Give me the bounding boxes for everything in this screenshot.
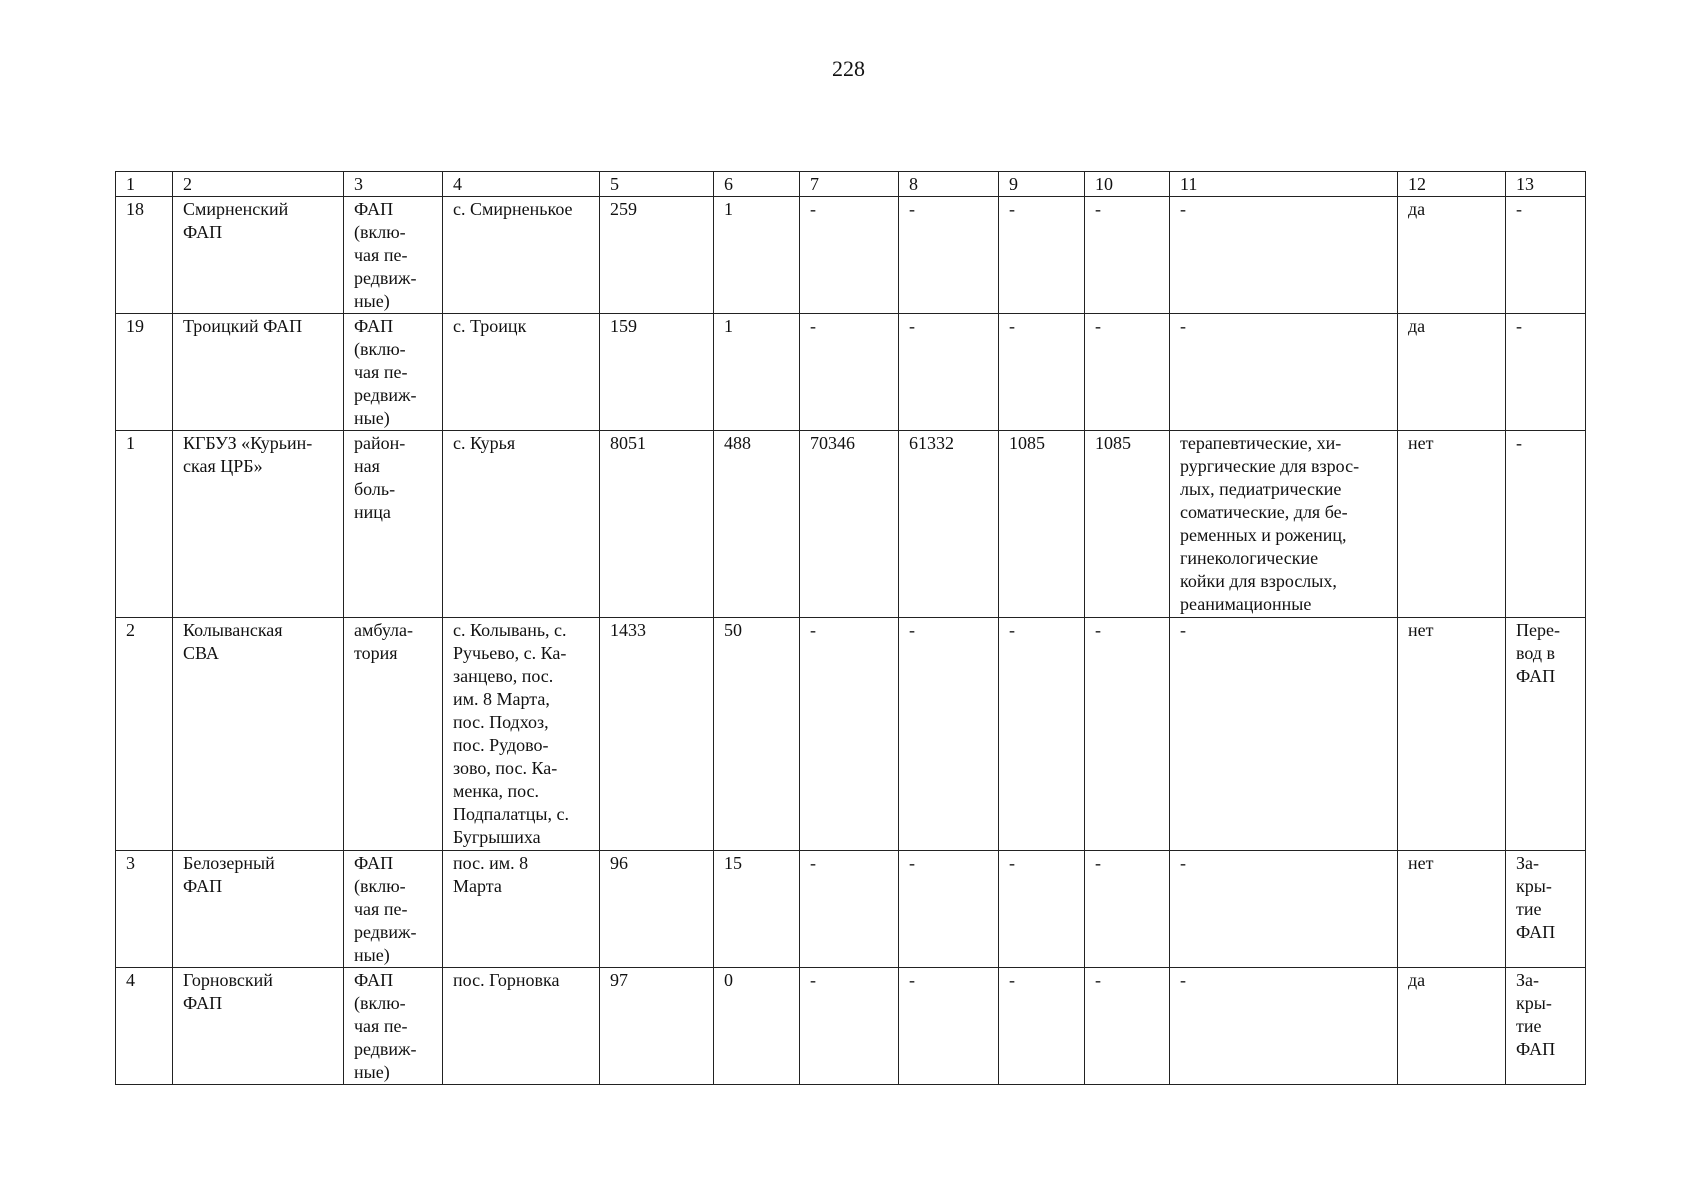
table-cell: 1433 <box>600 618 714 851</box>
table-cell: - <box>1170 618 1398 851</box>
table-cell: ФАП (вклю- чая пе- редвиж- ные) <box>344 314 443 431</box>
table-cell: 159 <box>600 314 714 431</box>
table-cell: 19 <box>116 314 173 431</box>
table-cell: пос. им. 8 Марта <box>443 851 600 968</box>
table-cell: - <box>800 314 899 431</box>
table-cell: - <box>899 314 999 431</box>
column-header: 10 <box>1085 172 1170 197</box>
page-number: 228 <box>832 56 865 81</box>
table-cell: - <box>800 618 899 851</box>
table-cell: 61332 <box>899 431 999 618</box>
table-cell: - <box>1170 314 1398 431</box>
table-cell: район- ная боль- ница <box>344 431 443 618</box>
table-cell: - <box>999 851 1085 968</box>
column-header: 8 <box>899 172 999 197</box>
column-header: 12 <box>1398 172 1506 197</box>
column-header: 2 <box>173 172 344 197</box>
table-cell: - <box>800 851 899 968</box>
table-cell: - <box>1085 197 1170 314</box>
table-cell: КГБУЗ «Курьин- ская ЦРБ» <box>173 431 344 618</box>
table-cell: - <box>999 197 1085 314</box>
column-header: 11 <box>1170 172 1398 197</box>
table-cell: нет <box>1398 618 1506 851</box>
table-cell: - <box>1506 431 1586 618</box>
column-header: 9 <box>999 172 1085 197</box>
table-cell: 70346 <box>800 431 899 618</box>
table-cell: пос. Горновка <box>443 968 600 1085</box>
table-cell: Смирненский ФАП <box>173 197 344 314</box>
table-cell: ФАП (вклю- чая пе- редвиж- ные) <box>344 851 443 968</box>
table-row <box>116 618 1586 851</box>
table-cell: да <box>1398 197 1506 314</box>
table-cell: да <box>1398 968 1506 1085</box>
table-row <box>116 431 1586 618</box>
table-cell: 96 <box>600 851 714 968</box>
table-cell: - <box>1170 968 1398 1085</box>
table-cell: За- кры- тие ФАП <box>1506 851 1586 968</box>
table-cell: - <box>899 618 999 851</box>
table-cell: ФАП (вклю- чая пе- редвиж- ные) <box>344 968 443 1085</box>
table-cell: 50 <box>714 618 800 851</box>
table-cell: ФАП (вклю- чая пе- редвиж- ные) <box>344 197 443 314</box>
table-row <box>116 968 1586 1085</box>
table-cell: - <box>899 851 999 968</box>
table-cell: Пере- вод в ФАП <box>1506 618 1586 851</box>
table-cell: - <box>1085 851 1170 968</box>
column-header: 7 <box>800 172 899 197</box>
data-table <box>115 171 1586 1085</box>
table-row <box>116 851 1586 968</box>
table-cell: с. Смирненькое <box>443 197 600 314</box>
table-cell: 1 <box>714 314 800 431</box>
table-cell: амбула- тория <box>344 618 443 851</box>
table-row <box>116 197 1586 314</box>
table-cell: - <box>800 968 899 1085</box>
table-row <box>116 314 1586 431</box>
table-cell: терапевтические, хи- рургические для взрос- лых, педиатрические соматические, для бе- ременных и рожениц, гинекологические койки для взрослых, реанимационные <box>1170 431 1398 618</box>
table-cell: Горновский ФАП <box>173 968 344 1085</box>
table-header-row <box>116 172 1586 197</box>
table-cell: - <box>899 197 999 314</box>
table-cell: нет <box>1398 431 1506 618</box>
table-cell: - <box>1085 618 1170 851</box>
column-header: 5 <box>600 172 714 197</box>
table-cell: 1 <box>116 431 173 618</box>
table-cell: 0 <box>714 968 800 1085</box>
table-cell: нет <box>1398 851 1506 968</box>
table-cell: - <box>899 968 999 1085</box>
table-cell: 1085 <box>999 431 1085 618</box>
table-cell: 1 <box>714 197 800 314</box>
column-header: 4 <box>443 172 600 197</box>
table-cell: с. Курья <box>443 431 600 618</box>
column-header: 3 <box>344 172 443 197</box>
table-cell: Белозерный ФАП <box>173 851 344 968</box>
table-cell: 97 <box>600 968 714 1085</box>
column-header: 6 <box>714 172 800 197</box>
table-cell: - <box>1085 968 1170 1085</box>
table-cell: 15 <box>714 851 800 968</box>
table-cell: 3 <box>116 851 173 968</box>
table-cell: 2 <box>116 618 173 851</box>
table-cell: с. Троицк <box>443 314 600 431</box>
table-cell: - <box>1170 851 1398 968</box>
table-cell: с. Колывань, с. Ручьево, с. Ка- занцево, пос. им. 8 Марта, пос. Подхоз, пос. Рудово- зово, пос. Ка- менка, пос. Подпалатцы, с. Бугрышиха <box>443 618 600 851</box>
table-cell: - <box>999 314 1085 431</box>
table-cell: - <box>1506 314 1586 431</box>
table-cell: 8051 <box>600 431 714 618</box>
table-cell: 18 <box>116 197 173 314</box>
table-cell: - <box>1170 197 1398 314</box>
table-cell: 259 <box>600 197 714 314</box>
table-cell: 4 <box>116 968 173 1085</box>
table-cell: 488 <box>714 431 800 618</box>
table-cell: - <box>800 197 899 314</box>
table-cell: 1085 <box>1085 431 1170 618</box>
table-cell: да <box>1398 314 1506 431</box>
table-cell: - <box>999 968 1085 1085</box>
table-cell: - <box>999 618 1085 851</box>
table-cell: Троицкий ФАП <box>173 314 344 431</box>
table-cell: - <box>1085 314 1170 431</box>
column-header: 13 <box>1506 172 1586 197</box>
column-header: 1 <box>116 172 173 197</box>
table-cell: Колыванская СВА <box>173 618 344 851</box>
table-cell: - <box>1506 197 1586 314</box>
table-cell: За- кры- тие ФАП <box>1506 968 1586 1085</box>
